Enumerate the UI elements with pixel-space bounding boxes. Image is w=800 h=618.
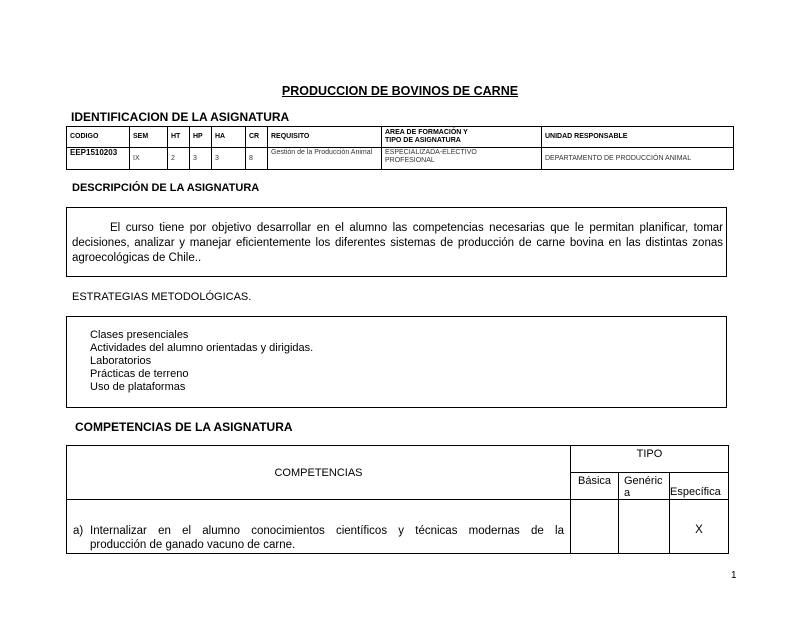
descripcion-heading: DESCRIPCIÓN DE LA ASIGNATURA: [72, 182, 260, 194]
competencia-generica: [619, 500, 670, 554]
identificacion-table: [66, 126, 734, 170]
cell-unidad: DEPARTAMENTO DE PRODUCCIÓN ANIMAL: [542, 148, 734, 170]
competencia-especifica: X: [670, 500, 729, 554]
descripcion-text: El curso tiene por objetivo desarrollar en el alumno las competencias necesarias que le permitan planificar, tomar decisiones, analizar y manejar eficientemente los diferentes sistemas de producción de carne bovina en las distintas zonas agroecológicas de Chile..: [72, 222, 723, 264]
cell-codigo: EEP1510203: [67, 148, 130, 170]
competencia-label: a): [73, 525, 84, 537]
col-generica-line2: a: [624, 487, 631, 499]
competencias-heading: COMPETENCIAS DE LA ASIGNATURA: [75, 420, 293, 434]
col-generica-header: [619, 473, 670, 500]
competencia-row: [67, 500, 729, 554]
col-generica-line1: Genéric: [624, 475, 663, 487]
col-competencias-header: COMPETENCIAS: [67, 446, 571, 500]
estrategia-item: Laboratorios: [90, 355, 152, 367]
cell-ht: 2: [168, 148, 190, 170]
descripcion-text-wrap: [72, 221, 723, 266]
estrategia-item: Uso de plataformas: [90, 381, 186, 393]
identificacion-heading: IDENTIFICACION DE LA ASIGNATURA: [71, 110, 290, 124]
competencia-basica: [571, 500, 619, 554]
col-tipo-header: TIPO: [571, 446, 729, 473]
estrategia-item: Clases presenciales: [90, 329, 189, 341]
cell-area-line1: ESPECIALIZADA-ELECTIVO: [385, 149, 477, 156]
cell-hp: 3: [190, 148, 212, 170]
header-unidad: UNIDAD RESPONSABLE: [542, 127, 734, 148]
cell-area-line2: PROFESIONAL: [385, 157, 435, 164]
cell-requisito: Gestión de la Producción Animal: [268, 148, 382, 170]
header-area-line1: AREA DE FORMACIÓN Y: [385, 129, 468, 136]
document-title: PRODUCCION DE BOVINOS DE CARNE: [281, 84, 519, 98]
descripcion-box: [66, 207, 727, 277]
header-area-line2: TIPO DE ASIGNATURA: [385, 137, 461, 144]
col-especifica-header: Específica: [670, 473, 729, 500]
cell-ha: 3: [212, 148, 246, 170]
estrategias-heading: ESTRATEGIAS METODOLÓGICAS.: [72, 291, 252, 303]
header-ht: HT: [168, 127, 190, 148]
competencia-text-cell: [67, 500, 571, 554]
cell-sem: IX: [130, 148, 168, 170]
identificacion-header-row: [67, 127, 734, 148]
identificacion-data-row: [67, 148, 734, 170]
header-cr: CR: [246, 127, 268, 148]
header-hp: HP: [190, 127, 212, 148]
header-area: [382, 127, 542, 148]
header-ha: HA: [212, 127, 246, 148]
competencia-text: [90, 524, 564, 552]
header-codigo: CODIGO: [67, 127, 130, 148]
header-sem: SEM: [130, 127, 168, 148]
competencias-header-row-1: [67, 446, 729, 473]
header-requisito: REQUISITO: [268, 127, 382, 148]
estrategias-list: [90, 329, 313, 394]
estrategia-item: Prácticas de terreno: [90, 368, 189, 380]
cell-area: [382, 148, 542, 170]
page-number: 1: [731, 570, 737, 581]
competencia-item: [73, 524, 564, 552]
competencia-line2: producción de ganado vacuno de carne.: [90, 539, 296, 551]
col-basica-header: Básica: [571, 473, 619, 500]
cell-cr: 8: [246, 148, 268, 170]
competencias-table: [66, 445, 729, 554]
estrategia-item: Actividades del alumno orientadas y dirigidas.: [90, 342, 314, 354]
competencia-line1: Internalizar en el alumno conocimientos científicos y técnicas modernas de la: [90, 525, 564, 537]
estrategias-box: [66, 316, 727, 408]
